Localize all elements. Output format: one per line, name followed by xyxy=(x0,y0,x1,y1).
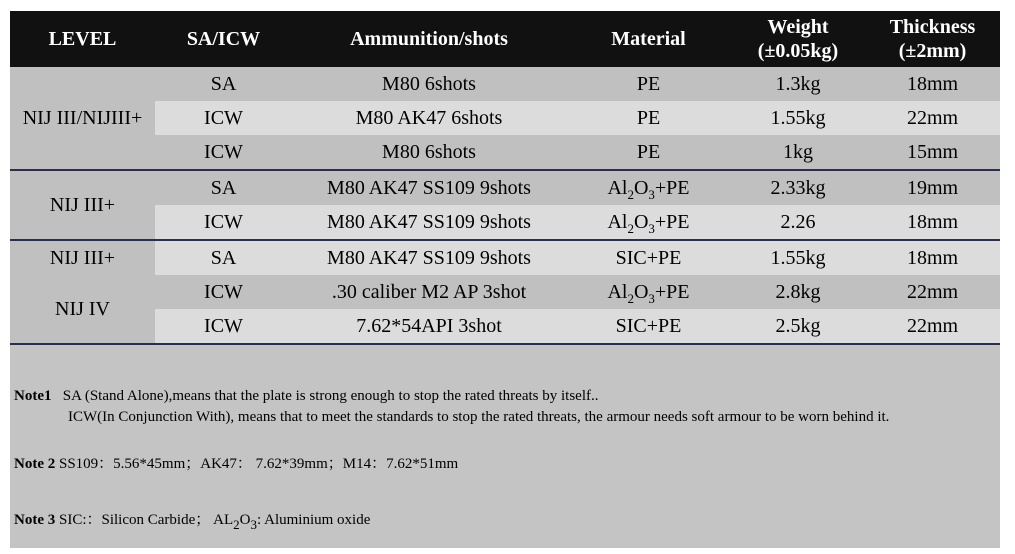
weight-cell: 2.8kg xyxy=(731,275,865,309)
weight-cell: 1.3kg xyxy=(731,67,865,101)
note-2-text: SS109：5.56*45mm；AK47： 7.62*39mm；M14：7.62*51mm xyxy=(59,456,459,472)
weight-cell: 1.55kg xyxy=(731,240,865,275)
note-2 xyxy=(14,454,458,475)
type-cell: SA xyxy=(155,170,292,205)
header-thickness xyxy=(865,11,1000,67)
note-1-line-1: SA (Stand Alone),means that the plate is strong enough to stop the rated threats by itself.. xyxy=(62,388,599,404)
thickness-cell: 15mm xyxy=(865,135,1000,170)
material-cell: $Al_2O_3+PE$ xyxy=(566,205,731,240)
weight-cell: 1kg xyxy=(731,135,865,170)
table-row xyxy=(10,135,1000,170)
material-cell: $Al_2O_3+PE$ xyxy=(566,170,731,205)
level-cell: NIJ III/NIJIII+ xyxy=(10,67,155,170)
ammo-cell: M80 AK47 6shots xyxy=(292,101,566,135)
weight-cell: 1.55kg xyxy=(731,101,865,135)
type-cell: ICW xyxy=(155,275,292,309)
notes-section xyxy=(10,343,1000,548)
type-cell: SA xyxy=(155,67,292,101)
ammo-cell: M80 AK47 SS109 9shots xyxy=(292,170,566,205)
header-ammo: Ammunition/shots xyxy=(292,11,566,67)
type-cell: ICW xyxy=(155,205,292,240)
note-2-label: Note 2 xyxy=(14,456,56,472)
material-cell: PE xyxy=(566,67,731,101)
note-1-line-2: ICW(In Conjunction With), means that to meet the standards to stop the rated threats, the armour needs soft armour to be worn behind it. xyxy=(68,409,890,425)
thickness-cell: 18mm xyxy=(865,240,1000,275)
spec-sheet xyxy=(10,11,1000,548)
material-cell: $Al_2O_3+PE$ xyxy=(566,275,731,309)
table-row xyxy=(10,101,1000,135)
weight-cell: 2.33kg xyxy=(731,170,865,205)
type-cell: ICW xyxy=(155,309,292,343)
header-thickness-tolerance: (±2mm) xyxy=(898,40,967,62)
level-cell: NIJ III+ xyxy=(10,240,155,275)
table-row xyxy=(10,275,1000,309)
ammo-cell: M80 6shots xyxy=(292,67,566,101)
type-cell: ICW xyxy=(155,101,292,135)
thickness-cell: 22mm xyxy=(865,309,1000,343)
table-row xyxy=(10,67,1000,101)
header-weight xyxy=(731,11,865,67)
ammo-cell: M80 AK47 SS109 9shots xyxy=(292,240,566,275)
material-cell: PE xyxy=(566,135,731,170)
weight-cell: 2.5kg xyxy=(731,309,865,343)
header-thickness-label: Thickness xyxy=(889,16,976,38)
table-row xyxy=(10,205,1000,240)
note-3-label: Note 3 xyxy=(14,512,56,528)
material-cell: SIC+PE xyxy=(566,240,731,275)
level-cell: NIJ III+ xyxy=(10,170,155,240)
thickness-cell: 19mm xyxy=(865,170,1000,205)
table-row xyxy=(10,240,1000,275)
thickness-cell: 18mm xyxy=(865,67,1000,101)
thickness-cell: 22mm xyxy=(865,101,1000,135)
ammo-cell: M80 6shots xyxy=(292,135,566,170)
thickness-cell: 18mm xyxy=(865,205,1000,240)
note-1-label: Note1 xyxy=(14,388,52,404)
material-cell: SIC+PE xyxy=(566,309,731,343)
ammo-cell: M80 AK47 SS109 9shots xyxy=(292,205,566,240)
ammo-cell: .30 caliber M2 AP 3shot xyxy=(292,275,566,309)
header-material: Material xyxy=(566,11,731,67)
table-row xyxy=(10,170,1000,205)
table-row xyxy=(10,309,1000,343)
weight-cell: 2.26 xyxy=(731,205,865,240)
thickness-cell: 22mm xyxy=(865,275,1000,309)
type-cell: ICW xyxy=(155,135,292,170)
header-level: LEVEL xyxy=(10,11,155,67)
header-weight-label: Weight xyxy=(767,16,829,38)
material-cell: PE xyxy=(566,101,731,135)
header-weight-tolerance: (±0.05kg) xyxy=(757,40,839,62)
header-saicw: SA/ICW xyxy=(155,11,292,67)
type-cell: SA xyxy=(155,240,292,275)
note-3: Note 3 SIC:：Silicon Carbide； $AL_2O_3$: Aluminium oxide xyxy=(14,512,371,532)
note-1 xyxy=(14,386,599,407)
header-row xyxy=(10,11,1000,67)
ammo-cell: 7.62*54API 3shot xyxy=(292,309,566,343)
specs-table xyxy=(10,11,1000,343)
level-cell: NIJ IV xyxy=(10,275,155,343)
